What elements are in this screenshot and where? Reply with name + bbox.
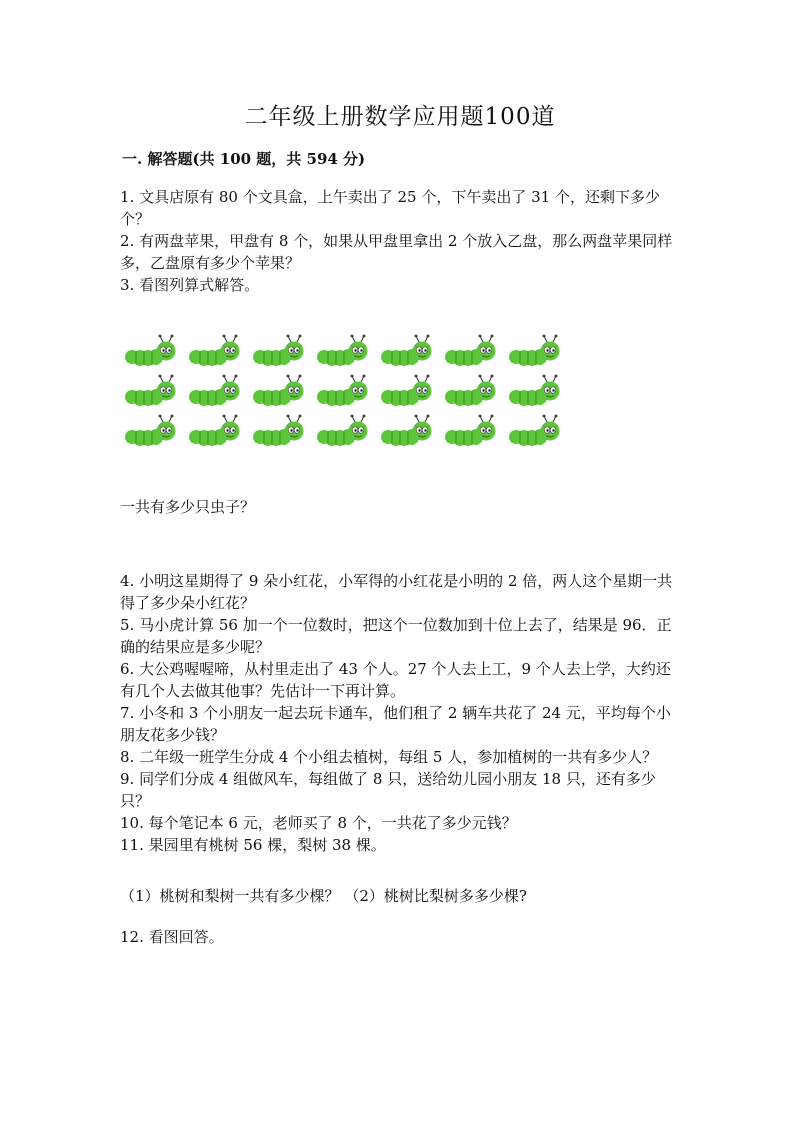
question-list-bottom <box>120 570 685 856</box>
question-4: 4. 小明这星期得了 9 朵小红花，小军得的小红花是小明的 2 倍，两人这个星期一共得了多少朵小红花？ <box>120 572 673 612</box>
question-2: 2. 有两盘苹果，甲盘有 8 个，如果从甲盘里拿出 2 个放入乙盘，那么两盘苹果同样多，乙盘原有多少个苹果？ <box>120 232 673 272</box>
caterpillar-icon <box>248 412 312 452</box>
question-8: 8. 二年级一班学生分成 4 个小组去植树，每组 5 人，参加植树的一共有多少人？ <box>120 748 658 766</box>
question-3-prompt: 一共有多少只虫子？ <box>120 498 256 516</box>
worm-row <box>120 332 570 372</box>
caterpillar-icon <box>376 372 440 412</box>
question-6: 6. 大公鸡喔喔啼，从村里走出了 43 个人。27 个人去上工，9 个人去上学，大约还有几个人去做其他事？先估计一下再计算。 <box>120 660 671 700</box>
worm-row <box>120 372 570 412</box>
caterpillar-icon <box>376 332 440 372</box>
caterpillar-icon <box>504 372 568 412</box>
caterpillar-icon <box>120 412 184 452</box>
caterpillar-icon <box>184 332 248 372</box>
question-5: 5. 马小虎计算 56 加一个一位数时，把这个一位数加到十位上去了，结果是 96．正确的结果应是多少呢？ <box>120 616 672 656</box>
caterpillar-icon <box>312 412 376 452</box>
caterpillar-image <box>120 332 570 450</box>
caterpillar-icon <box>440 332 504 372</box>
caterpillar-icon <box>376 412 440 452</box>
caterpillar-icon <box>440 372 504 412</box>
section-heading: 一. 解答题(共 100 题，共 594 分) <box>122 150 366 168</box>
question-9: 9. 同学们分成 4 组做风车，每组做了 8 只，送给幼儿园小朋友 18 只，还有多少只？ <box>120 770 656 810</box>
question-list-top <box>120 186 685 296</box>
question-10: 10. 每个笔记本 6 元，老师买了 8 个，一共花了多少元钱？ <box>120 814 517 832</box>
caterpillar-icon <box>312 372 376 412</box>
caterpillar-icon <box>248 332 312 372</box>
question-11-subparts: （1）桃树和梨树一共有多少棵？ （2）桃树比梨树多多少棵? <box>120 887 527 905</box>
question-12: 12. 看图回答。 <box>120 928 224 946</box>
caterpillar-icon <box>504 332 568 372</box>
worm-row <box>120 412 570 452</box>
caterpillar-icon <box>504 412 568 452</box>
question-1: 1. 文具店原有 80 个文具盒，上午卖出了 25 个，下午卖出了 31 个，还剩下多少个？ <box>120 188 660 228</box>
caterpillar-icon <box>120 372 184 412</box>
page-title: 二年级上册数学应用题100道 <box>244 104 556 130</box>
question-7: 7. 小冬和 3 个小朋友一起去玩卡通车，他们租了 2 辆车共花了 24 元，平均每个小朋友花多少钱？ <box>120 704 671 744</box>
caterpillar-icon <box>184 412 248 452</box>
caterpillar-icon <box>120 332 184 372</box>
caterpillar-icon <box>248 372 312 412</box>
caterpillar-icon <box>184 372 248 412</box>
caterpillar-icon <box>440 412 504 452</box>
question-11: 11. 果园里有桃树 56 棵，梨树 38 棵。 <box>120 836 386 854</box>
question-3: 3. 看图列算式解答。 <box>120 276 260 294</box>
caterpillar-icon <box>312 332 376 372</box>
